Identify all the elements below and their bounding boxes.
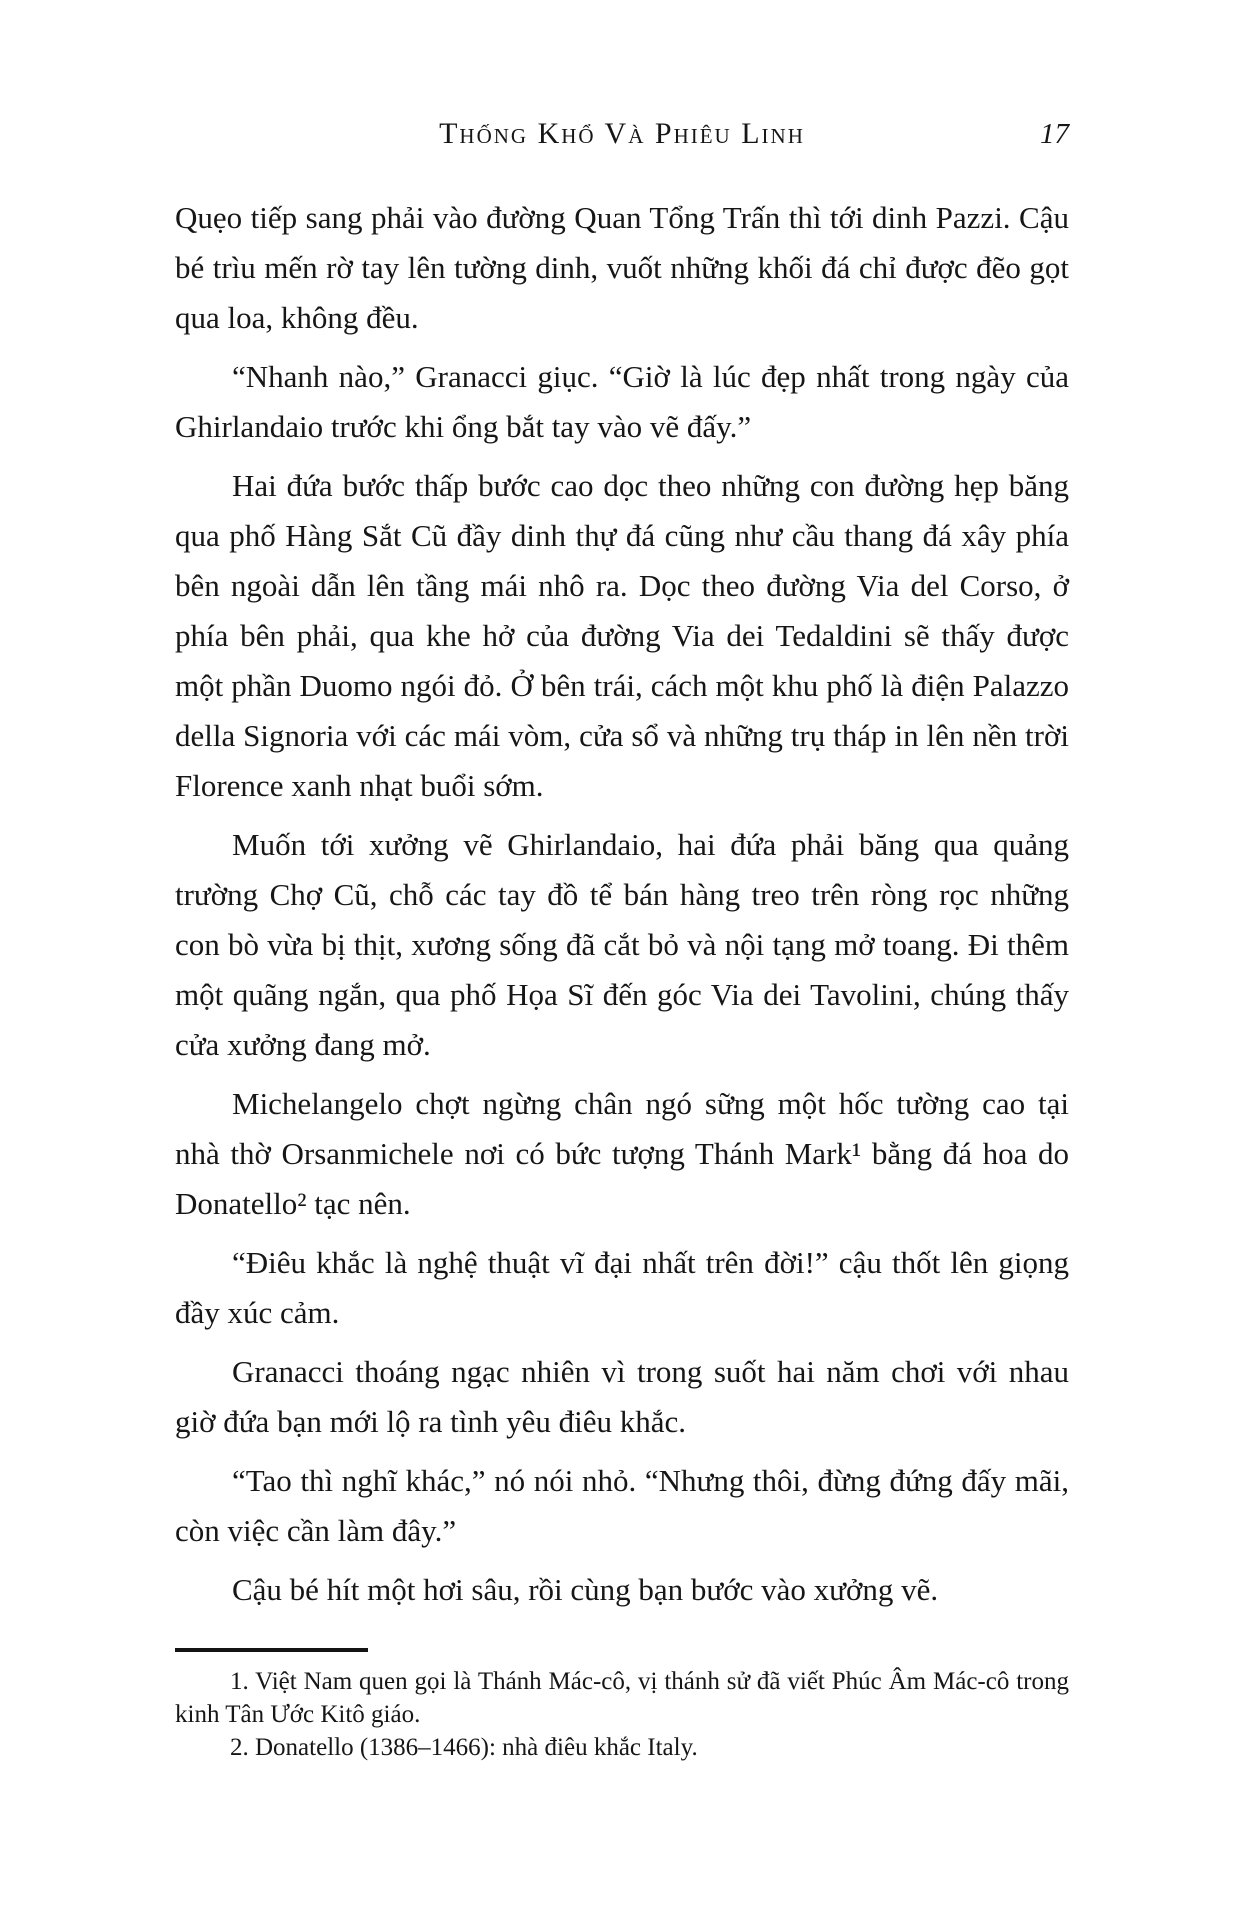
page-number: 17 bbox=[1040, 118, 1069, 150]
body-paragraph: Cậu bé hít một hơi sâu, rồi cùng bạn bước vào xưởng vẽ. bbox=[232, 1572, 939, 1607]
footnote: 1. Việt Nam quen gọi là Thánh Mác-cô, vị thánh sử đã viết Phúc Âm Mác-cô trong kinh Tân Ước Kitô giáo. bbox=[175, 1668, 1069, 1728]
running-header bbox=[175, 116, 1069, 156]
footnotes-section bbox=[175, 1648, 1069, 1764]
body-paragraph: Hai đứa bước thấp bước cao dọc theo những con đường hẹp băng qua phố Hàng Sắt Cũ đầy dinh thự đá cũng như cầu thang đá xây phía bên ngoài dẫn lên tầng mái nhô ra. Dọc theo đường Via del Corso, ở phía bên phải, qua khe hở của đường Via dei Tedaldini sẽ thấy được một phần Duomo ngói đỏ. Ở bên trái, cách một khu phố là điện Palazzo della Signoria với các mái vòm, cửa sổ và những trụ tháp in lên nền trời Florence xanh nhạt buổi sớm. bbox=[175, 468, 1069, 803]
body-paragraph: Muốn tới xưởng vẽ Ghirlandaio, hai đứa phải băng qua quảng trường Chợ Cũ, chỗ các tay đồ tể bán hàng treo trên ròng rọc những con bò vừa bị thịt, xương sống đã cắt bỏ và nội tạng mở toang. Đi thêm một quãng ngắn, qua phố Họa Sĩ đến góc Via dei Tavolini, chúng thấy cửa xưởng đang mở. bbox=[175, 827, 1069, 1062]
body-paragraph: Quẹo tiếp sang phải vào đường Quan Tổng Trấn thì tới dinh Pazzi. Cậu bé trìu mến rờ tay lên tường dinh, vuốt những khối đá chỉ được đẽo gọt qua loa, không đều. bbox=[175, 200, 1069, 335]
body-paragraph: “Điêu khắc là nghệ thuật vĩ đại nhất trên đời!” cậu thốt lên giọng đầy xúc cảm. bbox=[175, 1245, 1069, 1330]
footnote-separator bbox=[175, 1648, 368, 1652]
body-paragraph: “Tao thì nghĩ khác,” nó nói nhỏ. “Nhưng thôi, đừng đứng đấy mãi, còn việc cần làm đây.” bbox=[175, 1463, 1069, 1548]
footnote: 2. Donatello (1386–1466): nhà điêu khắc Italy. bbox=[230, 1734, 698, 1761]
body-paragraph: “Nhanh nào,” Granacci giục. “Giờ là lúc đẹp nhất trong ngày của Ghirlandaio trước khi ổng bắt tay vào vẽ đấy.” bbox=[175, 359, 1069, 444]
body-paragraph: Granacci thoáng ngạc nhiên vì trong suốt hai năm chơi với nhau giờ đứa bạn mới lộ ra tình yêu điêu khắc. bbox=[175, 1354, 1069, 1439]
body-text bbox=[175, 193, 1069, 1624]
running-header-title: Thống Khổ Và Phiêu Linh bbox=[439, 117, 805, 150]
body-paragraph: Michelangelo chợt ngừng chân ngó sững một hốc tường cao tại nhà thờ Orsanmichele nơi có bức tượng Thánh Mark¹ bằng đá hoa do Donatello² tạc nên. bbox=[175, 1086, 1069, 1221]
